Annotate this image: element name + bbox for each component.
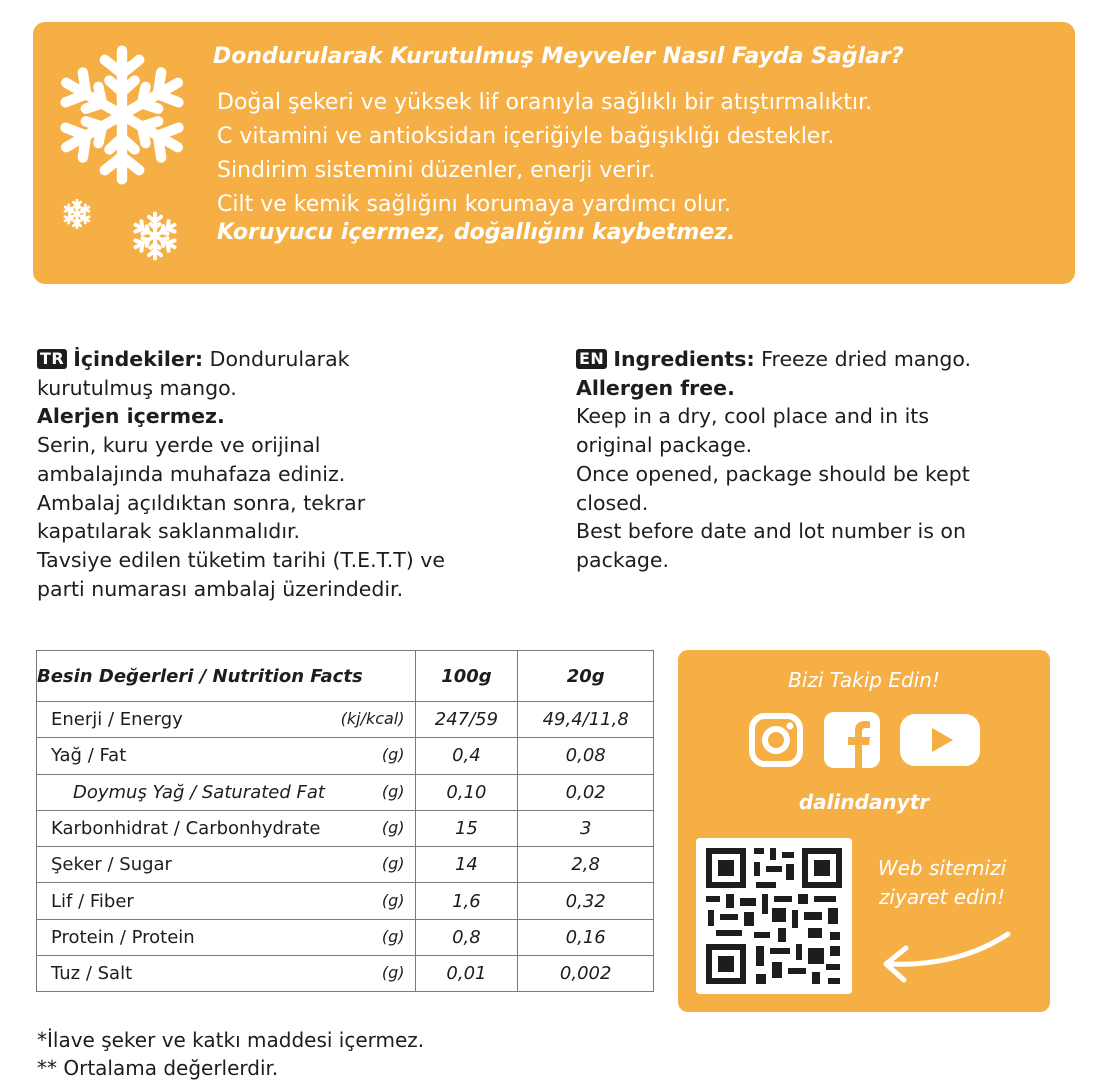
value-20g: 0,002 [518, 956, 654, 992]
footnote-1: *İlave şeker ve katkı maddesi içermez. [37, 1028, 425, 1052]
qr-code[interactable] [696, 838, 852, 994]
footnote-2: ** Ortalama değerlerdir. [37, 1056, 279, 1080]
table-row [37, 883, 654, 919]
ingredients-text-tr-cont: kurutulmuş mango. [37, 375, 237, 400]
website-prompt-line1: Web sitemizi [877, 856, 1007, 880]
nutrient-cell [37, 919, 416, 955]
header-20g: 20g [518, 651, 654, 702]
value-20g: 0,02 [518, 774, 654, 810]
nutrition-table [36, 650, 654, 992]
date-tr-1: Tavsiye edilen tüketim tarihi (T.E.T.T) ve [37, 547, 445, 572]
nutrient-name: Enerji / Energy [51, 709, 183, 731]
ingredients-text-tr: Dondurularak [209, 347, 350, 371]
table-row [37, 810, 654, 846]
nutrient-unit: (g) [381, 926, 405, 946]
allergen-tr: Alerjen içermez. [37, 404, 225, 429]
nutrient-cell [37, 738, 416, 774]
nutrient-name: Tuz / Salt [51, 963, 133, 985]
banner-footer: Koruyucu içermez, doğallığını kaybetmez. [217, 220, 736, 245]
nutrient-name: Doymuş Yağ / Saturated Fat [73, 781, 325, 803]
table-row [37, 919, 654, 955]
date-en-2: package. [576, 547, 670, 572]
follow-title: Bizi Takip Edin! [788, 668, 940, 692]
storage-tr-2: ambalajında muhafaza ediniz. [37, 461, 346, 486]
benefit-item: Sindirim sistemini düzenler, enerji verir. [217, 158, 656, 183]
arrow-icon [868, 922, 1018, 992]
ingredients-en [576, 345, 1076, 575]
small-snowflake-icon [61, 198, 93, 230]
allergen-en: Allergen free. [576, 375, 735, 400]
nutrient-cell [37, 702, 416, 738]
value-20g: 2,8 [518, 847, 654, 883]
en-badge: EN [576, 349, 607, 369]
table-row [37, 847, 654, 883]
opened-tr-1: Ambalaj açıldıktan sonra, tekrar [37, 490, 366, 515]
nutrient-unit: (g) [381, 745, 405, 765]
nutrient-cell [37, 847, 416, 883]
nutrient-name: Lif / Fiber [51, 890, 134, 912]
opened-en-1: Once opened, package should be kept [576, 461, 970, 486]
banner-title: Dondurularak Kurutulmuş Meyveler Nasıl Fayda Sağlar? [213, 44, 904, 69]
storage-en-2: original package. [576, 433, 753, 458]
nutrient-cell [37, 883, 416, 919]
ingredients-tr [37, 345, 537, 603]
nutrient-name: Karbonhidrat / Carbonhydrate [51, 818, 321, 840]
benefit-item: C vitamini ve antioksidan içeriğiyle bağışıklığı destekler. [217, 124, 835, 149]
nutrient-name: Protein / Protein [51, 926, 195, 948]
opened-tr-2: kapatılarak saklanmalıdır. [37, 519, 301, 544]
value-20g: 0,32 [518, 883, 654, 919]
nutrient-unit: (g) [381, 818, 405, 838]
date-en-1: Best before date and lot number is on [576, 519, 966, 544]
social-handle[interactable]: dalindanytr [798, 790, 930, 814]
tr-badge: TR [37, 349, 67, 369]
nutrient-unit: (g) [381, 890, 405, 910]
small-snowflake-icon [129, 210, 181, 262]
header-name: Besin Değerleri / Nutrition Facts [37, 651, 416, 702]
footnotes [37, 1026, 424, 1082]
ingredients-label-tr: İçindekiler: [73, 347, 204, 371]
instagram-icon[interactable] [748, 712, 804, 768]
value-100g: 0,01 [415, 956, 518, 992]
header-100g: 100g [415, 651, 518, 702]
nutrient-name: Şeker / Sugar [51, 854, 172, 876]
table-row [37, 774, 654, 810]
table-row [37, 738, 654, 774]
benefit-item: Doğal şekeri ve yüksek lif oranıyla sağlıklı bir atıştırmalıktır. [217, 90, 873, 115]
value-20g: 0,08 [518, 738, 654, 774]
youtube-icon[interactable] [900, 712, 980, 768]
value-100g: 0,10 [415, 774, 518, 810]
nutrient-name: Yağ / Fat [51, 745, 127, 767]
value-100g: 247/59 [415, 702, 518, 738]
storage-en-1: Keep in a dry, cool place and in its [576, 404, 930, 429]
value-100g: 15 [415, 810, 518, 846]
nutrient-cell [37, 956, 416, 992]
social-box [678, 650, 1050, 1012]
nutrient-unit: (g) [381, 781, 405, 801]
nutrient-unit: (g) [381, 854, 405, 874]
snowflake-icon [53, 40, 191, 190]
benefit-item: Cilt ve kemik sağlığını korumaya yardımcı olur. [217, 192, 731, 217]
nutrient-cell [37, 774, 416, 810]
website-prompt [862, 854, 1022, 912]
facebook-icon[interactable] [824, 712, 880, 768]
nutrient-unit: (g) [381, 963, 405, 983]
date-tr-2: parti numarası ambalaj üzerindedir. [37, 576, 404, 601]
benefit-list [217, 86, 872, 222]
ingredients-text-en: Freeze dried mango. [761, 347, 972, 371]
nutrient-unit: (kj/kcal) [340, 709, 405, 729]
nutrient-cell [37, 810, 416, 846]
value-20g: 0,16 [518, 919, 654, 955]
storage-tr-1: Serin, kuru yerde ve orijinal [37, 433, 321, 458]
value-100g: 1,6 [415, 883, 518, 919]
value-20g: 3 [518, 810, 654, 846]
website-prompt-line2: ziyaret edin! [878, 885, 1006, 909]
table-row [37, 702, 654, 738]
benefits-banner [33, 22, 1075, 284]
value-100g: 0,8 [415, 919, 518, 955]
value-100g: 0,4 [415, 738, 518, 774]
table-header-row [37, 651, 654, 702]
value-20g: 49,4/11,8 [518, 702, 654, 738]
table-row [37, 956, 654, 992]
value-100g: 14 [415, 847, 518, 883]
ingredients-label-en: Ingredients: [613, 347, 755, 371]
opened-en-2: closed. [576, 490, 649, 515]
